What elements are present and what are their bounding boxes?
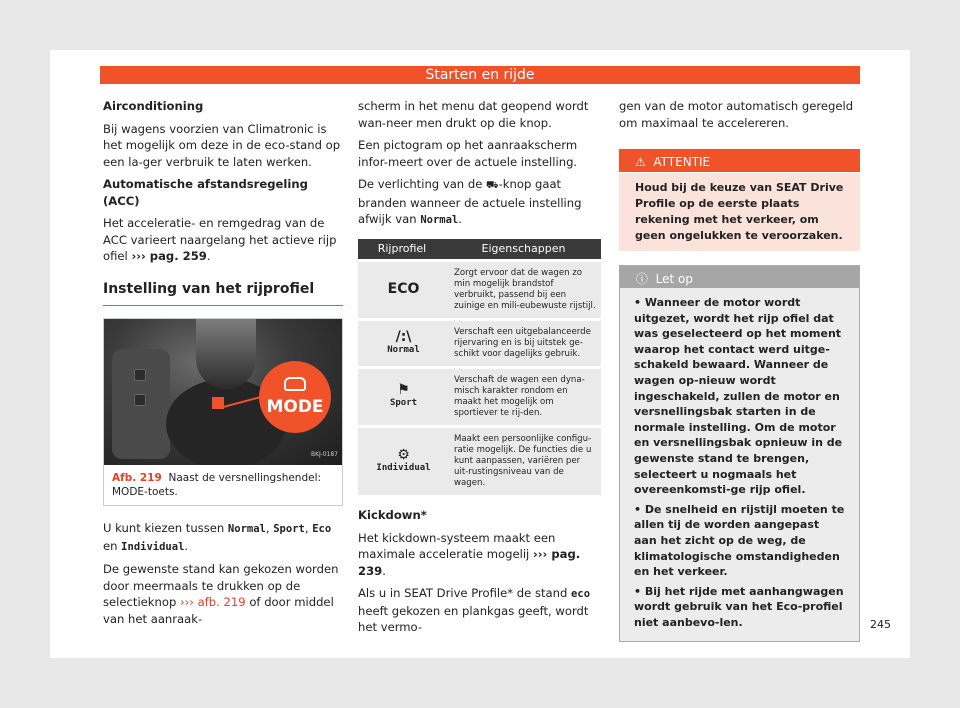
table-cell: Verschaft een uitgebalanceerde rijervaring en is bij uitstek ge-schikt voor dagelijks gebruik. <box>446 320 601 368</box>
acc-heading: Automatische afstandsregeling (ACC) <box>103 177 308 208</box>
note-item: • Bij het rijde met aanhangwagen wordt gebruik van het Eco-profiel niet aanbevo-len. <box>634 584 844 629</box>
table-cell: Maakt een persoonlijke configu-ratie mogelijk. De functies die u kunt aanpassen, variëren per uit-rustingsniveau van de wagen. <box>446 427 601 496</box>
mode-button-icon: ⛟ <box>486 180 499 191</box>
col3-text1: gen van de motor automatisch geregeld om maximaal te accelereren. <box>619 99 854 130</box>
choose-paragraph: U kunt kiezen tussen Normal, Sport, Eco en Individual. <box>103 521 332 553</box>
profile-table <box>358 239 601 496</box>
info-icon: ⓘ <box>636 272 649 286</box>
table-row <box>358 261 601 320</box>
page-ref-link[interactable]: ››› pag. 239 <box>358 547 581 578</box>
warning-box <box>619 149 860 251</box>
figure-219 <box>103 318 343 506</box>
gear-knob <box>196 319 256 389</box>
page-ref-link[interactable]: ››› pag. 259 <box>131 249 207 263</box>
warning-text: Houd bij de keuze van SEAT Drive Profile op de eerste plaats rekening met het verkeer, om geen ongelukken te veroorzaken. <box>619 173 860 251</box>
col2-text2: Een pictogram op het aanraakscherm infor-meert over de actuele instelling. <box>358 138 578 169</box>
figure-caption <box>104 465 342 505</box>
note-header: ⓘ Let op <box>620 266 859 288</box>
table-header: Rijprofiel <box>358 239 446 261</box>
kickdown-text: Het kickdown-systeem maakt een maximale acceleratie mogelij ››› pag. 239. <box>358 530 581 578</box>
panel-button-icon <box>134 369 146 381</box>
column-2 <box>358 98 601 642</box>
column-3 <box>619 98 860 642</box>
warning-header: ⚠ ATTENTIE <box>619 149 860 173</box>
eco-icon: ECO <box>358 261 446 320</box>
section-title: Instelling van het rijprofiel <box>103 281 343 307</box>
caption-text: Naast de versnellingshendel: MODE-toets. <box>112 472 322 498</box>
table-cell: Verschaft de wagen een dyna-misch karakter rondom en maakt het mogelijk om sportiever te rij-den. <box>446 368 601 427</box>
chapter-header: Starten en rijde <box>100 66 860 84</box>
gear-lever-photo <box>104 319 342 465</box>
column-1 <box>103 98 343 633</box>
mode-callout <box>259 361 331 433</box>
table-header: Eigenschappen <box>446 239 601 261</box>
col2-text3: De verlichting van de ⛟-knop gaat branden wanneer de actuele instelling afwijk van Normal. <box>358 177 582 226</box>
normal-icon: /:\ Normal <box>358 320 446 368</box>
car-icon <box>284 377 306 391</box>
table-row <box>358 320 601 368</box>
note-box <box>619 265 860 642</box>
figure-ref-link[interactable]: ››› afb. 219 <box>180 595 246 609</box>
desired-paragraph: De gewenste stand kan gekozen worden door meermaals te drukken op de selectieknop ››› afb. 219 of door middel van het aanraak- <box>103 562 339 626</box>
mode-label: MODE <box>266 397 324 417</box>
figure-code: BKJ-0187 <box>310 450 338 458</box>
note-item: • De snelheid en rijstijl moeten te allen tij de worden aangepast aan het zicht op de weg, de klimatologische omstandigheden en het verkeer. <box>634 502 845 579</box>
page-number: 245 <box>870 618 891 631</box>
airco-text: Bij wagens voorzien van Climatronic is het mogelijk om deze in de eco-stand op een la-ger verbruik te laten werken. <box>103 121 341 169</box>
note-item: • Wanneer de motor wordt uitgezet, wordt het rijp ofiel dat was geselecteerd op het moment waarop het contact werd uitge-schakeld bewaard. Wanneer de wagen op-nieuw wordt ingeschakeld, zullen de motor en versnellingsbak starten in de normale instelling. Om de motor en versnellingsbak opnieuw in de gewenste stand te brengen, selecteert u nogmaals het overeenkomsti-ge rijp ofiel. <box>634 296 843 497</box>
airco-heading: Airconditioning <box>103 99 204 113</box>
warning-triangle-icon: ⚠ <box>635 155 646 169</box>
col2-text1: scherm in het menu dat geopend wordt wan-neer men drukt op die knop. <box>358 99 589 130</box>
panel-button-icon <box>134 394 146 406</box>
note-body <box>620 288 859 641</box>
table-cell: Zorgt ervoor dat de wagen zo min mogelijk brandstof verbruikt, passend bij een zuinige en mili-eubewuste rijstijl. <box>446 261 601 320</box>
table-row <box>358 427 601 496</box>
kickdown-heading: Kickdown* <box>358 508 427 522</box>
acc-paragraph: Het acceleratie- en remgedrag van de ACC varieert naargelang het actieve rijp ofiel ››› pag. 259. <box>103 216 337 263</box>
table-row <box>358 368 601 427</box>
individual-icon: ⚙ Individual <box>358 427 446 496</box>
sport-icon: ⚑ Sport <box>358 368 446 427</box>
figure-label: Afb. 219 <box>112 472 162 484</box>
eco-text: Als u in SEAT Drive Profile* de stand eco heeft gekozen en plankgas geeft, wordt het vermo- <box>358 586 591 634</box>
